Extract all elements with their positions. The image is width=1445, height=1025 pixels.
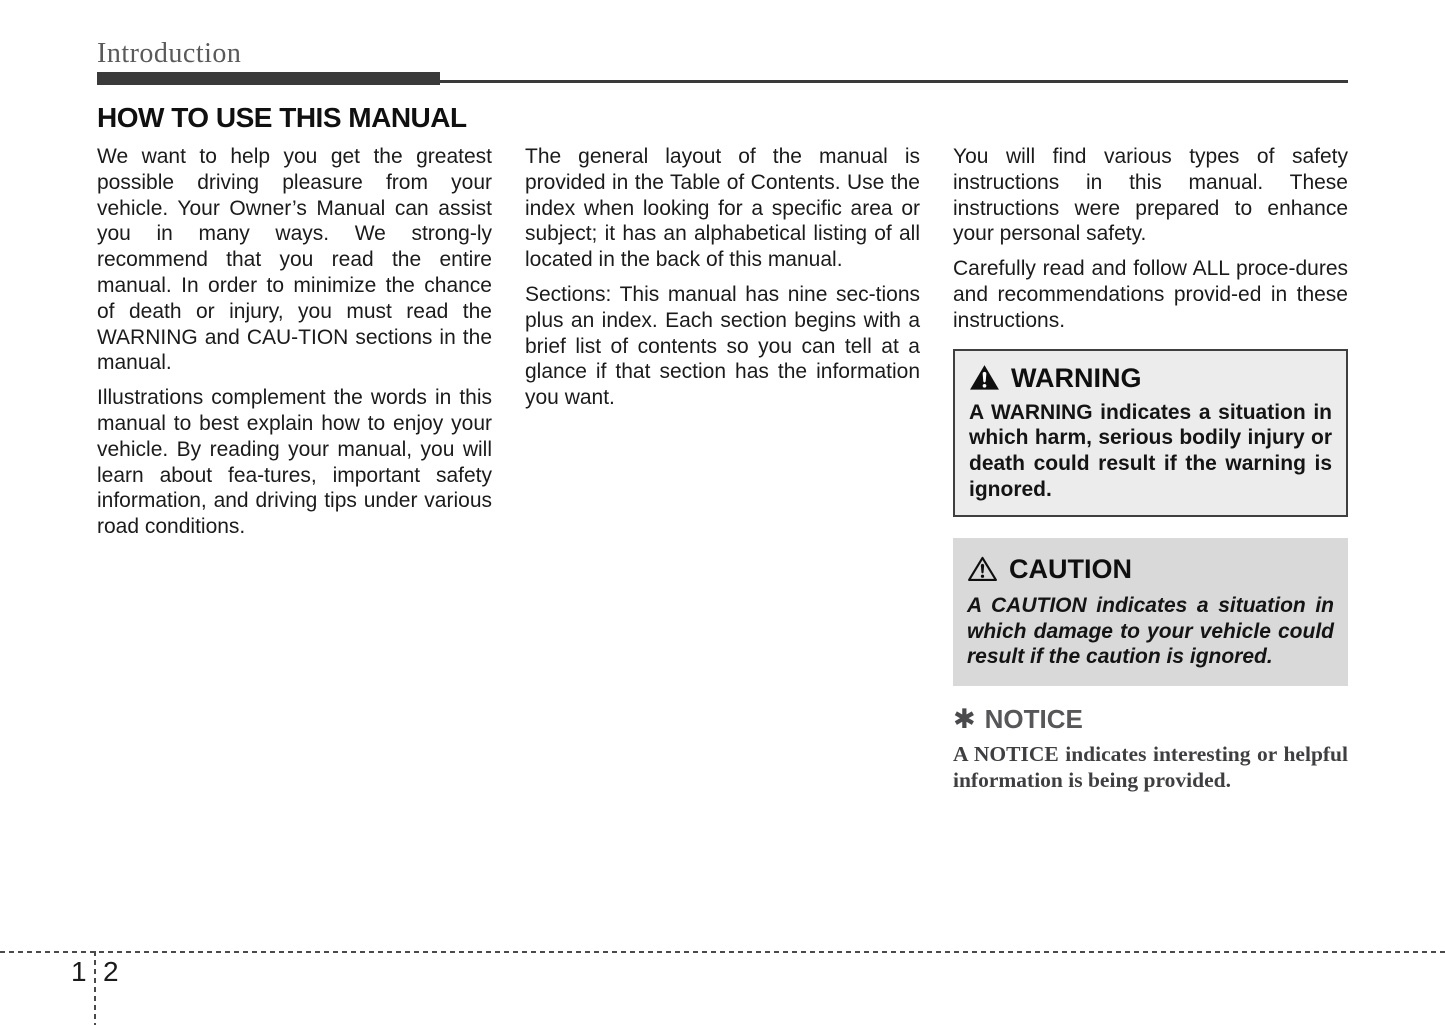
page-title: HOW TO USE THIS MANUAL (97, 102, 467, 133)
paragraph: Carefully read and follow ALL proce-dures and recommendations provid-ed in these instructions. (953, 257, 1348, 332)
warning-body: A WARNING indicates a situation in which harm, serious bodily injury or death could result if the warning is ignored. (969, 400, 1332, 501)
column-2 (525, 103, 920, 793)
content-columns (97, 103, 1348, 793)
notice-body: A NOTICE indicates interesting or helpful information is being provided. (953, 742, 1348, 793)
header-rule (97, 72, 1348, 85)
column-3 (953, 103, 1348, 793)
caution-triangle-icon (967, 555, 998, 582)
header-rule-thick-bar (97, 72, 440, 85)
notice-heading: NOTICE (984, 704, 1083, 735)
warning-box (953, 349, 1348, 517)
notice-heading-row (953, 704, 1348, 734)
paragraph: We want to help you get the greatest possible driving pleasure from your vehicle. Your Owner’s Manual can assist you in many ways. We strong-ly recommend that you read the entire manual. In order to minimize the chance of death or injury, you must read the WARNING and CAU-TION sections in the manual. (97, 145, 492, 375)
page-header (97, 40, 1348, 85)
paragraph: Illustrations complement the words in this manual to best explain how to enjoy your vehicle. By reading your manual, you will learn about fea-tures, important safety information, and driving tips under various road conditions. (97, 386, 492, 539)
paragraph: You will find various types of safety instructions in this manual. These instructions were prepared to enhance your personal safety. (953, 145, 1348, 246)
footer-dashed-divider (0, 951, 1445, 953)
warning-heading-row (969, 363, 1332, 393)
caution-body: A CAUTION indicates a situation in which damage to your vehicle could result if the caution is ignored. (967, 593, 1334, 669)
warning-triangle-icon (969, 364, 1000, 391)
chapter-number: 1 (71, 956, 87, 987)
notice-section (953, 704, 1348, 793)
notice-asterisk-icon: ✱ (953, 703, 976, 734)
page-number: 2 (103, 956, 119, 987)
caution-heading: CAUTION (1009, 553, 1132, 584)
paragraph: The general layout of the manual is provided in the Table of Contents. Use the index when looking for a specific area or subject; it has an alphabetical listing of all located in the back of this manual. (525, 145, 920, 272)
caution-heading-row (967, 554, 1334, 584)
column-1 (97, 103, 492, 793)
footer-page-separator (94, 951, 96, 1025)
paragraph: Sections: This manual has nine sec-tions plus an index. Each section begins with a brief list of contents so you can tell at a glance if that section has the information you want. (525, 282, 920, 410)
caution-box (953, 538, 1348, 686)
section-label: Introduction (97, 38, 242, 69)
warning-heading: WARNING (1011, 362, 1142, 393)
